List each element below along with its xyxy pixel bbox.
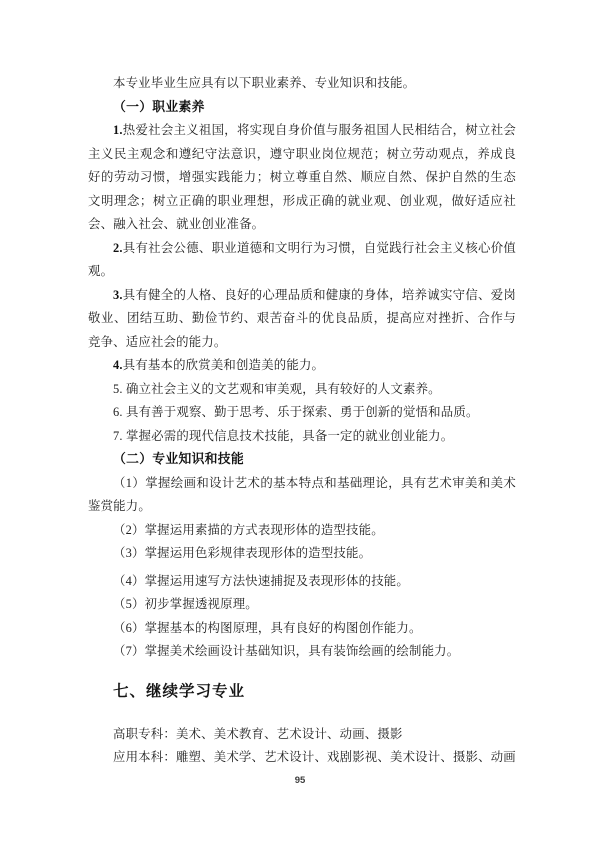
item-number: （2）: [113, 522, 145, 537]
chapter-heading-continue-study: 七、继续学习专业: [113, 682, 246, 700]
item-text: 掌握运用色彩规律表现形体的造型技能。: [144, 546, 372, 560]
item-text: 掌握基本的构图原理，具有良好的构图创作能力。: [144, 620, 422, 635]
quality-item-4: [88, 354, 516, 378]
further-study-label: 应用本科：: [113, 750, 176, 764]
page-number: 95: [294, 775, 306, 786]
skill-item-1: [88, 472, 516, 519]
further-study-majors: 美术、美术教育、艺术设计、动画、摄影: [175, 726, 403, 741]
item-number: （7）: [113, 644, 145, 658]
skill-item-5: [88, 593, 516, 617]
quality-item-7: [88, 425, 516, 449]
skill-item-4: [88, 570, 516, 594]
further-study-majors: 雕塑、美术学、艺术设计、戏剧影视、美术设计、摄影、动画: [175, 750, 516, 764]
item-text: 掌握美术绘画设计基础知识，具有装饰绘画的绘制能力。: [144, 644, 460, 658]
item-number: （6）: [113, 620, 145, 635]
further-study-block: [88, 723, 516, 770]
quality-item-2: [88, 237, 516, 284]
quality-item-6: [88, 401, 516, 425]
item-number: 3.: [113, 287, 123, 302]
skill-item-6: [88, 617, 516, 641]
item-number: 6.: [113, 405, 126, 419]
section-heading-professional-quality: （一）职业素养: [113, 99, 205, 114]
item-text: 热爱社会主义祖国，将实现自身价值与服务祖国人民相结合，树立社会主义民主观念和遵纪守法意识，遵守职业岗位规范；树立劳动观点，养成良好的劳动习惯，增强实践能力；树立尊重自然、顺应自然、保护自然的生态文明理念；树立正确的职业理想，形成正确的就业观、创业观，做好适应社会、融入社会、就业创业准备。: [88, 123, 516, 231]
item-text: 具有健全的人格、良好的心理品质和健康的身体，培养诚实守信、爱岗敬业、团结互助、勤俭节约、艰苦奋斗的优良品质，提高应对挫折、合作与竞争、适应社会的能力。: [88, 287, 516, 349]
quality-item-3: [88, 284, 516, 355]
item-number: 7.: [113, 428, 126, 443]
item-text: 掌握运用素描的方式表现形体的造型技能。: [144, 522, 384, 537]
further-study-label: 高职专科：: [113, 726, 176, 741]
item-number: （3）: [113, 546, 145, 560]
quality-item-5: [88, 378, 516, 402]
item-number: 4.: [113, 358, 123, 372]
item-text: 掌握绘画和设计艺术的基本特点和基础理论，具有艺术审美和美术鉴赏能力。: [88, 475, 516, 513]
item-text: 具有社会公德、职业道德和文明行为习惯，自觉践行社会主义核心价值观。: [88, 240, 516, 278]
item-text: 确立社会主义的文艺观和审美观，具有较好的人文素养。: [126, 381, 441, 396]
quality-item-1: [88, 119, 516, 237]
intro-paragraph: 本专业毕业生应具有以下职业素养、专业知识和技能。: [113, 76, 416, 90]
item-text: 具有基本的欣赏美和创造美的能力。: [122, 358, 325, 372]
item-number: 2.: [113, 240, 123, 255]
item-text: 具有善于观察、勤于思考、乐于探索、勇于创新的觉悟和品质。: [126, 405, 479, 419]
item-text: 掌握运用速写方法快速捕捉及表现形体的技能。: [144, 573, 409, 588]
item-number: （5）: [113, 597, 145, 611]
item-text: 掌握必需的现代信息技术技能，具备一定的就业创业能力。: [126, 428, 454, 443]
skill-item-3: [88, 542, 516, 566]
item-number: 5.: [113, 381, 126, 396]
item-number: （4）: [113, 573, 145, 588]
item-text: 初步掌握透视原理。: [144, 597, 258, 611]
skill-item-7: [88, 640, 516, 664]
item-number: 1.: [113, 123, 123, 137]
section-heading-knowledge-skills: （二）专业知识和技能: [113, 452, 244, 466]
item-number: （1）: [113, 475, 146, 490]
skill-item-2: [88, 519, 516, 543]
further-study-line-bachelor: [88, 746, 516, 770]
further-study-line-college: [88, 723, 516, 747]
